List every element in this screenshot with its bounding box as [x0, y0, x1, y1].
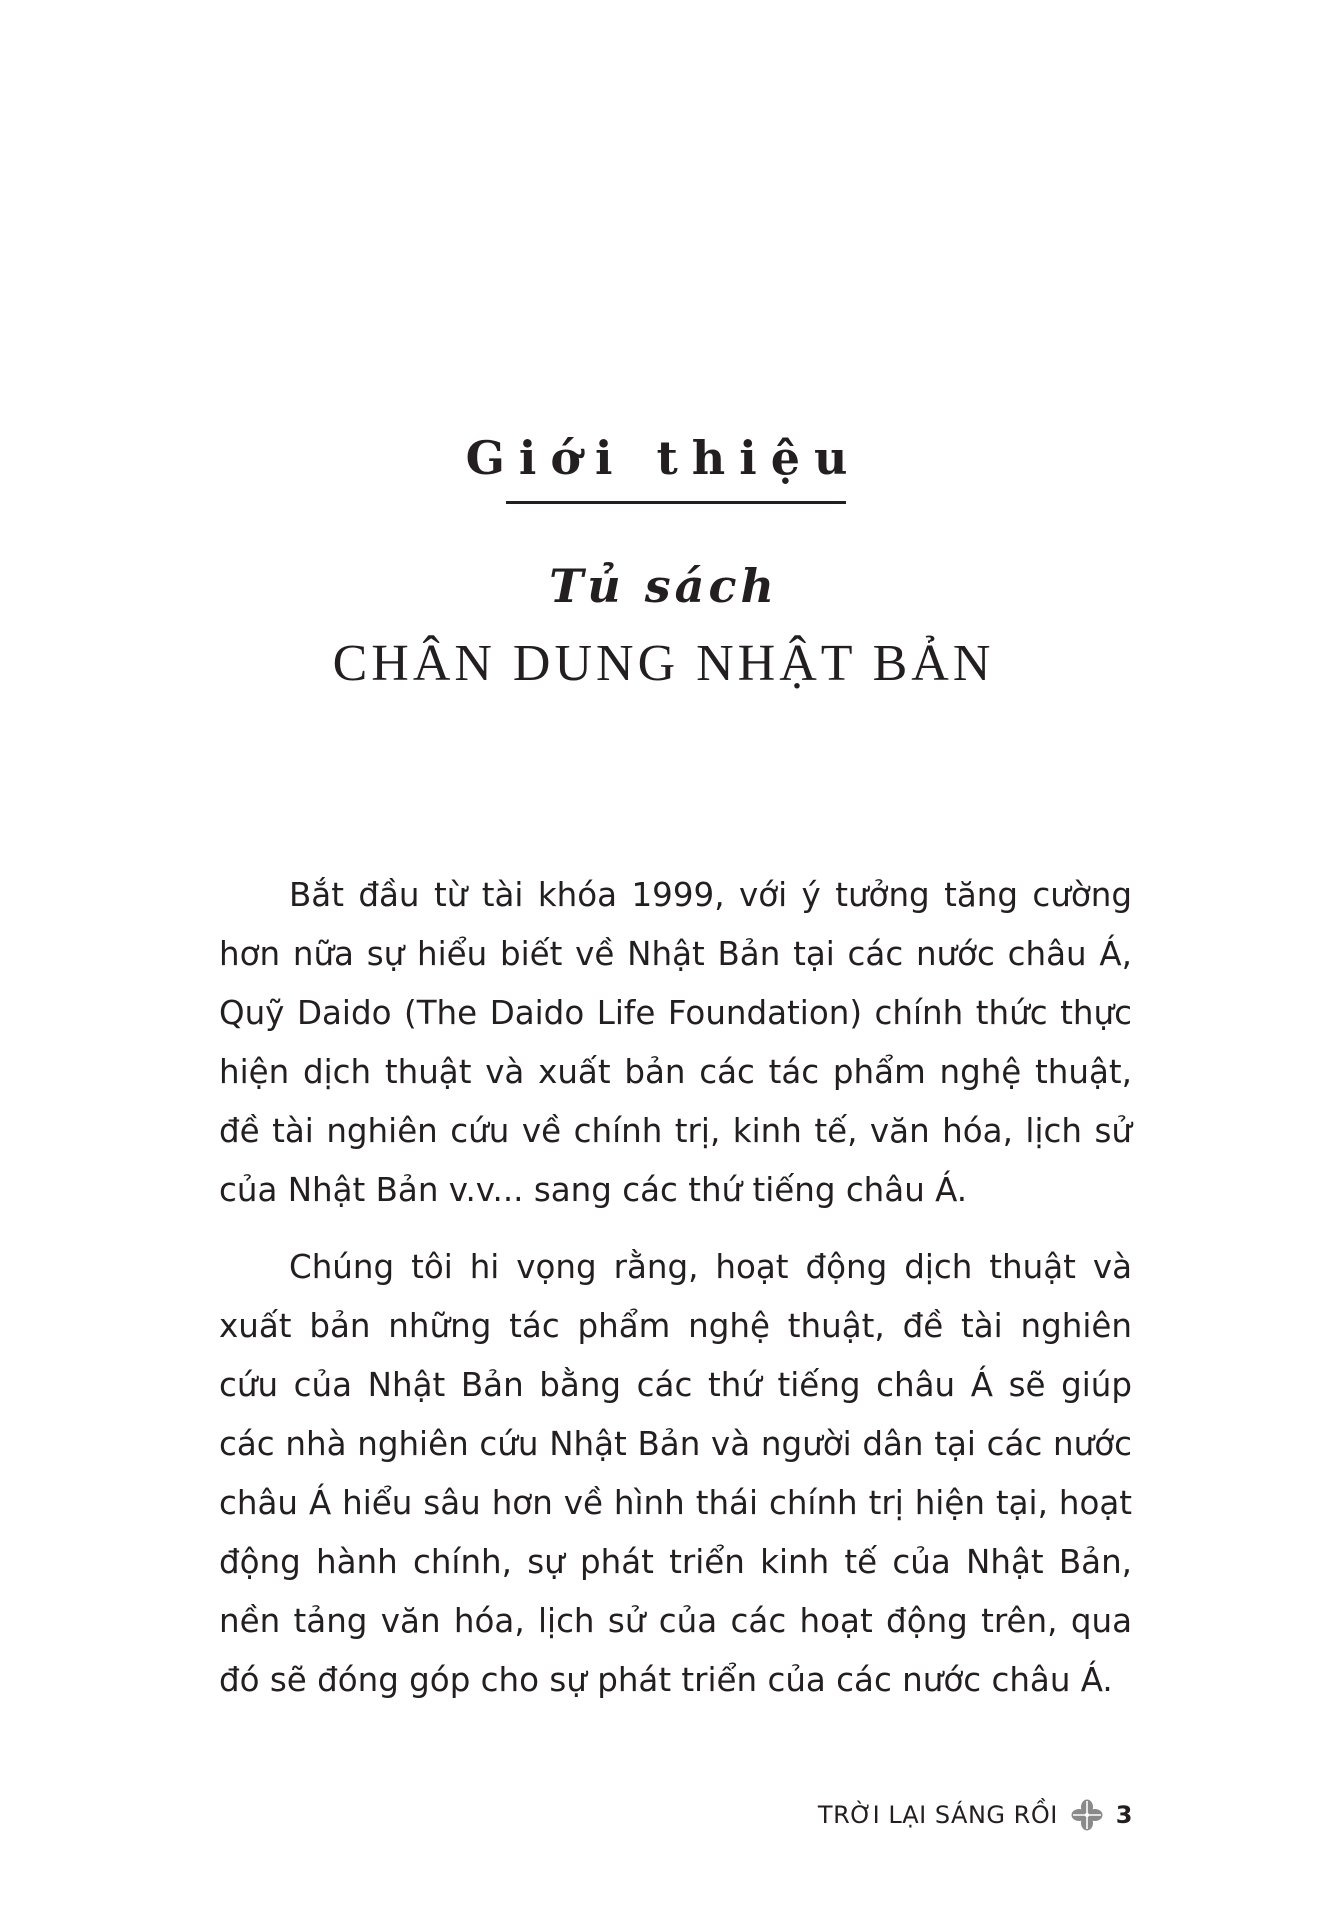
page-number: 3 — [1115, 1801, 1133, 1829]
heading-underline — [506, 501, 846, 504]
series-label: Tủ sách — [549, 559, 778, 613]
series-title: CHÂN DUNG NHẬT BẢN — [332, 635, 995, 692]
footer-book-title: TRỜI LẠI SÁNG RỒI — [817, 1801, 1058, 1829]
body-text — [219, 866, 1132, 1710]
clover-icon — [1070, 1798, 1104, 1832]
section-heading: Giới thiệu — [465, 431, 862, 485]
running-footer — [818, 1798, 1133, 1832]
paragraph-1: Bắt đầu từ tài khóa 1999, với ý tưởng tăng cường hơn nữa sự hiểu biết về Nhật Bản tại các nước châu Á, Quỹ Daido (The Daido Life Foundation) chính thức thực hiện dịch thuật và xuất bản các tác phẩm nghệ thuật, đề tài nghiên cứu về chính trị, kinh tế, văn hóa, lịch sử của Nhật Bản v.v... sang các thứ tiếng châu Á. — [219, 876, 1132, 1209]
paragraph-2: Chúng tôi hi vọng rằng, hoạt động dịch thuật và xuất bản những tác phẩm nghệ thuật, đề tài nghiên cứu của Nhật Bản bằng các thứ tiếng châu Á sẽ giúp các nhà nghiên cứu Nhật Bản và người dân tại các nước châu Á hiểu sâu hơn về hình thái chính trị hiện tại, hoạt động hành chính, sự phát triển kinh tế của Nhật Bản, nền tảng văn hóa, lịch sử của các hoạt động trên, qua đó sẽ đóng góp cho sự phát triển của các nước châu Á. — [219, 1248, 1132, 1699]
